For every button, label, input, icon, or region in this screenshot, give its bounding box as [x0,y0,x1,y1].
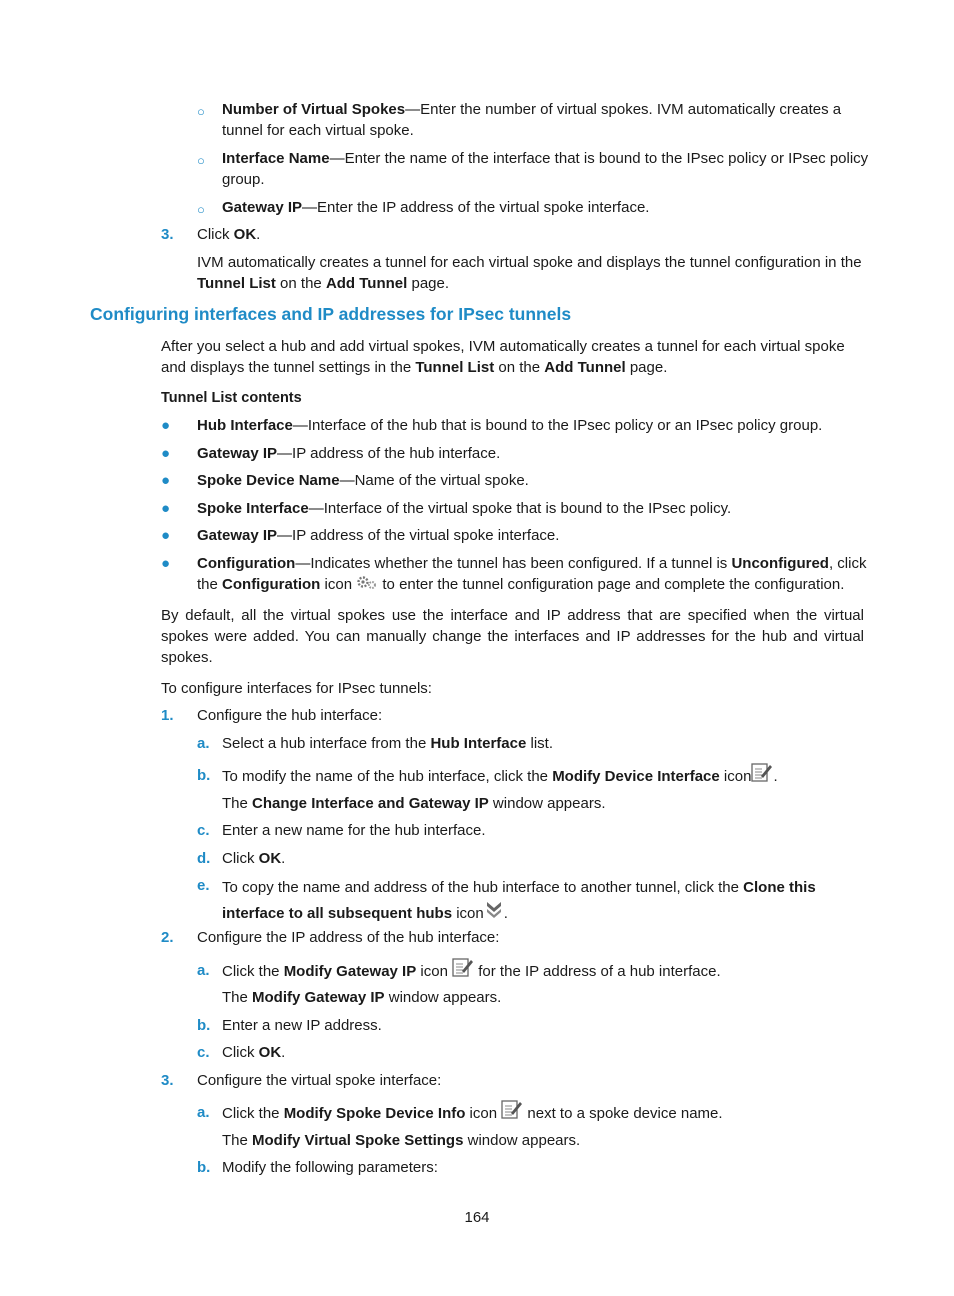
text: —Indicates whether the tunnel has been configured. If a tunnel is [295,555,732,572]
text: To modify the name of the hub interface, click the [222,768,553,785]
ok-label: OK [233,226,257,243]
step-number: 1. [161,707,174,724]
clone-down-icon [484,900,504,928]
substep-text [222,733,553,754]
param-item [222,148,872,190]
text: window appears. [463,1132,581,1149]
ok-label: OK [258,850,282,867]
list-item [197,470,529,491]
edit-icon [452,956,474,984]
text: icon [452,905,484,922]
text: The [222,1132,253,1149]
step-number: 3. [161,226,174,243]
text: on the [494,359,545,376]
step-text: Configure the virtual spoke interface: [197,1072,442,1089]
step-number: 2. [161,929,174,946]
text: for the IP address of a hub interface. [474,963,721,980]
param-desc: —Enter the IP address of the virtual spoke interface. [302,199,650,216]
substep-letter: d. [197,850,211,867]
bullet: ● [161,472,171,489]
bullet: ● [161,527,171,544]
ui-term: Modify Gateway IP [283,963,417,980]
param-desc: —Enter the number of virtual spokes. IVM automatically creates a tunnel for each virtual spoke. [222,101,842,139]
list-item [197,525,559,546]
circle-bullet: ○ [197,153,205,168]
param-term: Gateway IP [222,199,303,216]
ok-label: OK [258,1044,282,1061]
bullet: ● [161,417,171,434]
text: . [503,905,508,922]
bullet: ● [161,445,171,462]
ui-term: Configuration [222,576,321,593]
text: The [222,795,253,812]
ui-term: Add Tunnel [325,275,408,292]
term: Gateway IP [197,445,278,462]
text: The [222,989,253,1006]
text: window appears. [384,989,502,1006]
text: Click [222,850,259,867]
param-term: Number of Virtual Spokes [222,101,406,118]
default-paragraph: By default, all the virtual spokes use the interface and IP address that are specified when the virtual spokes were added. You can manually change the interfaces and IP addresses for the hub and virtual spokes. [161,607,864,666]
ui-term: Unconfigured [731,555,829,572]
text: page. [407,275,450,292]
term: Spoke Device Name [197,472,340,489]
bullet: ● [161,555,171,572]
gear-icon [356,575,378,597]
intro-paragraph [161,336,869,378]
desc: —IP address of the virtual spoke interface. [277,527,560,544]
ui-term: Tunnel List [197,275,276,292]
text: . [281,1044,286,1061]
text: Click the [222,963,284,980]
term: Spoke Interface [197,500,309,517]
text: Click the [222,1105,284,1122]
text: IVM automatically creates a tunnel for each virtual spoke and displays the tunnel configuration in the [197,254,862,271]
param-item [222,197,872,218]
substep-text [222,848,285,869]
ui-term: Modify Device Interface [552,768,720,785]
substep-result [222,987,501,1008]
list-item [197,498,731,519]
desc: —Name of the virtual spoke. [339,472,529,489]
step-text: Configure the IP address of the hub interface: [197,929,500,946]
text: . [256,226,261,243]
desc: —IP address of the hub interface. [277,445,501,462]
text: icon [719,768,752,785]
substep-text [222,1098,723,1126]
ui-term: Modify Virtual Spoke Settings [252,1132,464,1149]
list-item [197,553,869,597]
text: page. [625,359,668,376]
ui-term: Add Tunnel [544,359,626,376]
text: icon [416,963,453,980]
step-text [197,224,260,245]
substep-letter: e. [197,877,210,894]
section-heading: Configuring interfaces and IP addresses for IPsec tunnels [90,304,572,324]
substep-text [222,1042,285,1063]
text: To copy the name and address of the hub interface to another tunnel, click the [222,879,744,896]
substep-text: Enter a new name for the hub interface. [222,822,486,839]
text: list. [526,735,553,752]
substep-text: Enter a new IP address. [222,1017,382,1034]
list-item [197,443,500,464]
text: to enter the tunnel configuration page and complete the configuration. [378,576,845,593]
ui-term: Modify Gateway IP [252,989,385,1006]
ui-term: Tunnel List [415,359,495,376]
text: Select a hub interface from the [222,735,431,752]
substep-letter: a. [197,1104,210,1121]
substep-text [222,956,721,984]
step-number: 3. [161,1072,174,1089]
param-term: Interface Name [222,150,330,167]
substep-letter: b. [197,767,211,784]
text: Click [222,1044,259,1061]
text: on the [275,275,326,292]
text: . [281,850,286,867]
text: next to a spoke device name. [523,1105,723,1122]
desc: —Interface of the virtual spoke that is bound to the IPsec policy. [308,500,732,517]
ui-term: Modify Spoke Device Info [283,1105,466,1122]
substep-letter: a. [197,962,210,979]
edit-icon [501,1098,523,1126]
param-item [222,99,872,141]
substep-letter: a. [197,735,210,752]
text: Click [197,226,234,243]
ui-term: Clone this interface to all subsequent hubs [222,879,816,922]
subheading: Tunnel List contents [161,390,302,406]
substep-result [222,793,606,814]
substep-letter: b. [197,1159,211,1176]
text: window appears. [488,795,606,812]
circle-bullet: ○ [197,202,205,217]
param-desc: —Enter the name of the interface that is bound to the IPsec policy or IPsec policy group. [222,150,869,188]
procedure-intro: To configure interfaces for IPsec tunnels: [161,680,432,697]
text: icon [465,1105,502,1122]
text: After you select a hub and add virtual spokes, IVM automatically creates a tunnel for each virtual spoke and displays the tunnel settings in the [161,338,845,376]
term: Configuration [197,555,296,572]
text: . [773,768,778,785]
term: Gateway IP [197,527,278,544]
substep-text [222,761,778,789]
ui-term: Change Interface and Gateway IP [252,795,489,812]
desc: —Interface of the hub that is bound to the IPsec policy or an IPsec policy group. [292,417,823,434]
edit-icon [751,761,773,789]
term: Hub Interface [197,417,293,434]
text: icon [320,576,357,593]
bullet: ● [161,500,171,517]
page-number: 164 [464,1209,490,1226]
step-result [197,252,869,294]
substep-text [222,875,862,928]
substep-letter: b. [197,1017,211,1034]
substep-letter: c. [197,1044,210,1061]
substep-result [222,1130,580,1151]
text: , click the [197,555,867,593]
step-text: Configure the hub interface: [197,707,383,724]
substep-letter: c. [197,822,210,839]
list-item [197,415,822,436]
ui-term: Hub Interface [430,735,527,752]
circle-bullet: ○ [197,104,205,119]
substep-text: Modify the following parameters: [222,1159,438,1176]
